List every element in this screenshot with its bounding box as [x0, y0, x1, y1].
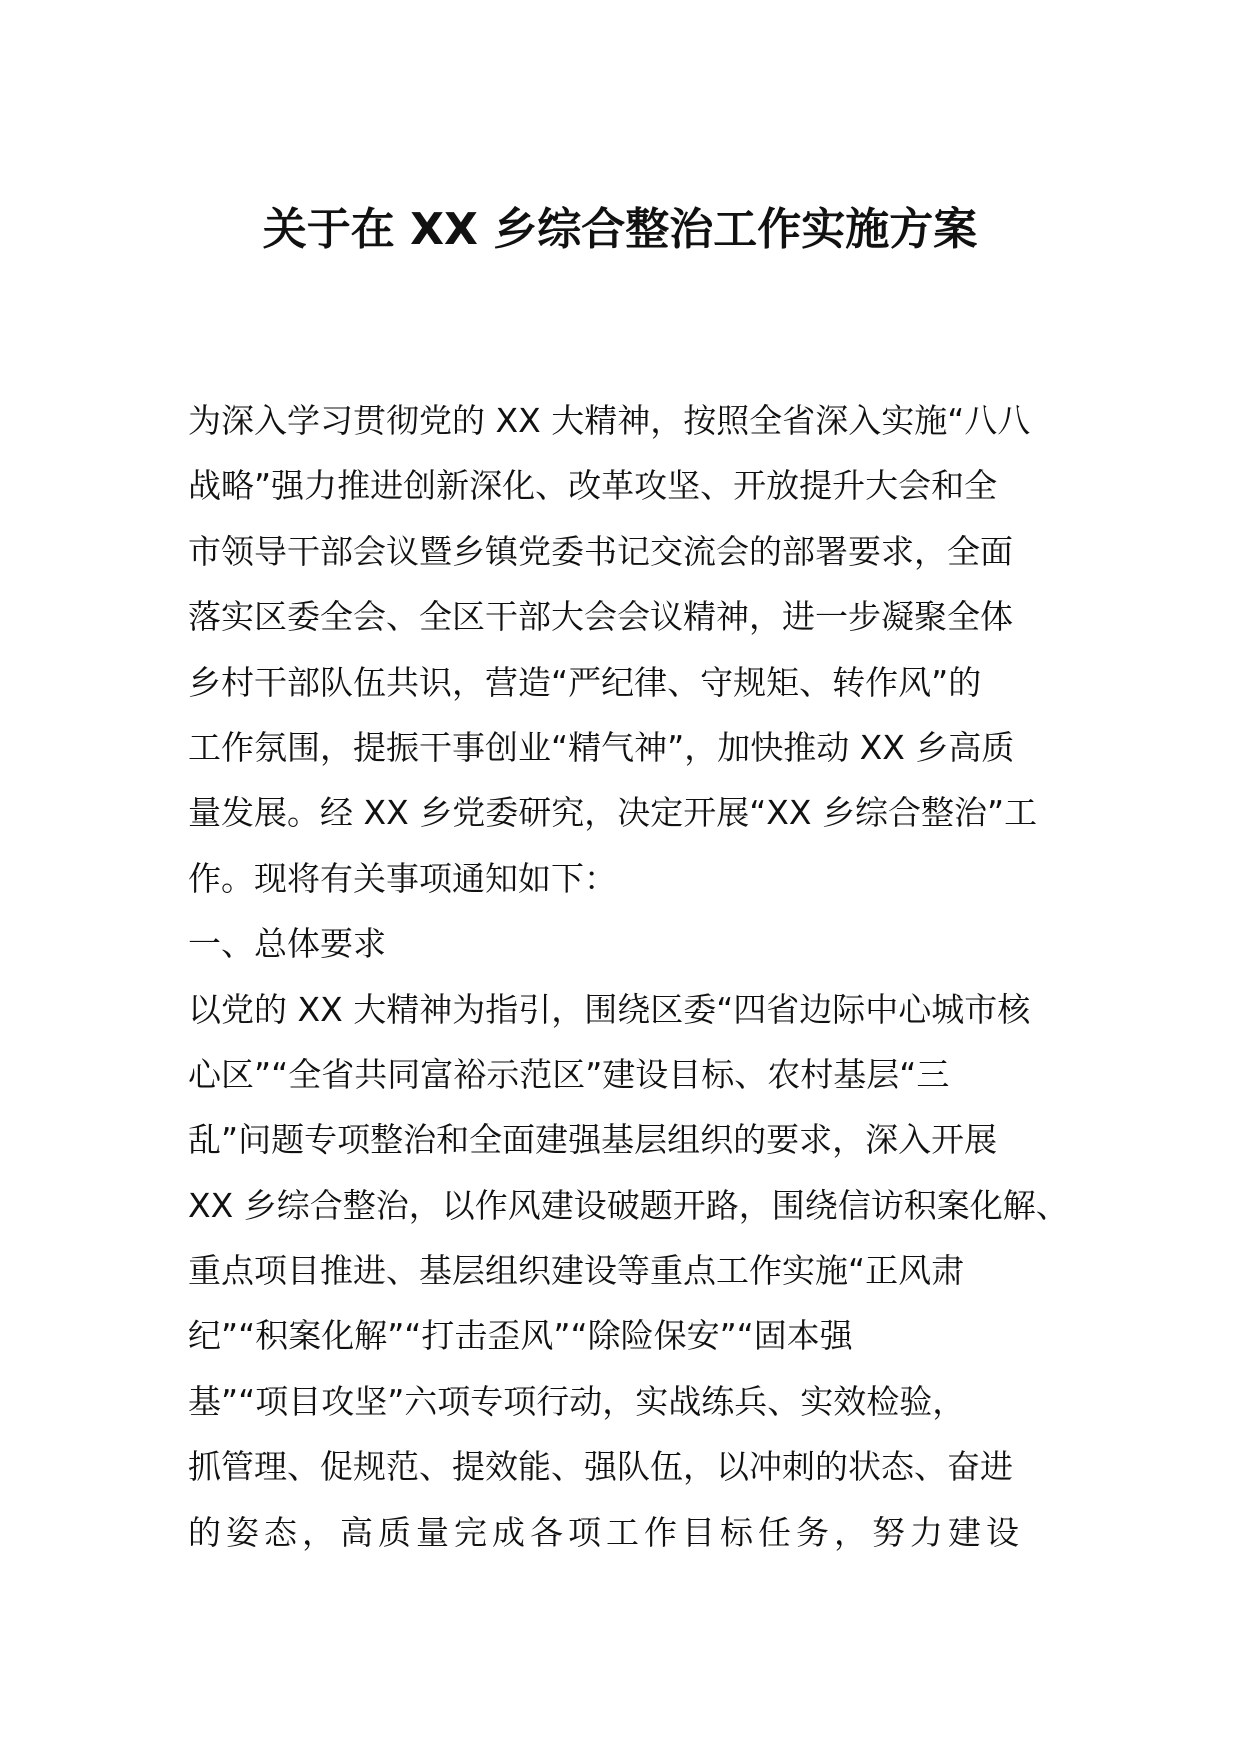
body-line: 量发展。经 XX 乡党委研究，决定开展“XX 乡综合整治”工 [188, 793, 1038, 833]
document-body [188, 388, 1069, 1565]
body-line: XX 乡综合整治，以作风建设破题开路，围绕信访积案化解、 [188, 1185, 1069, 1225]
document-title: 关于在 XX 乡综合整治工作实施方案 [262, 204, 978, 255]
body-line: 重点项目推进、基层组织建设等重点工作实施“正风肃 [188, 1251, 965, 1291]
body-line: 纪”“积案化解”“打击歪风”“除险保安”“固本强 [188, 1316, 853, 1356]
body-line: 乱”问题专项整治和全面建强基层组织的要求，深入开展 [188, 1120, 998, 1160]
body-line: 乡村干部队伍共识，营造“严纪律、守规矩、转作风”的 [188, 662, 982, 702]
section-heading: 一、总体要求 [188, 924, 386, 964]
body-line: 工作氛围，提振干事创业“精气神”，加快推动 XX 乡高质 [188, 727, 1015, 767]
body-line: 作。现将有关事项通知如下： [188, 858, 617, 898]
body-line: 抓管理、促规范、提效能、强队伍，以冲刺的状态、奋进 [188, 1447, 1013, 1487]
body-line: 基”“项目攻坚”六项专项行动，实战练兵、实效检验， [188, 1381, 966, 1421]
body-line: 市领导干部会议暨乡镇党委书记交流会的部署要求，全面 [188, 531, 1013, 571]
body-line: 战略”强力推进创新深化、改革攻坚、开放提升大会和全 [188, 466, 998, 506]
body-line: 以党的 XX 大精神为指引，围绕区委“四省边际中心城市核 [188, 989, 1031, 1029]
body-line: 为深入学习贯彻党的 XX 大精神，按照全省深入实施“八八 [188, 401, 1031, 440]
body-line: 的姿态，高质量完成各项工作目标任务，努力建设 [188, 1512, 1024, 1552]
body-line: 落实区委全会、全区干部大会会议精神，进一步凝聚全体 [188, 597, 1013, 637]
body-line: 心区”“全省共同富裕示范区”建设目标、农村基层“三 [188, 1054, 950, 1094]
